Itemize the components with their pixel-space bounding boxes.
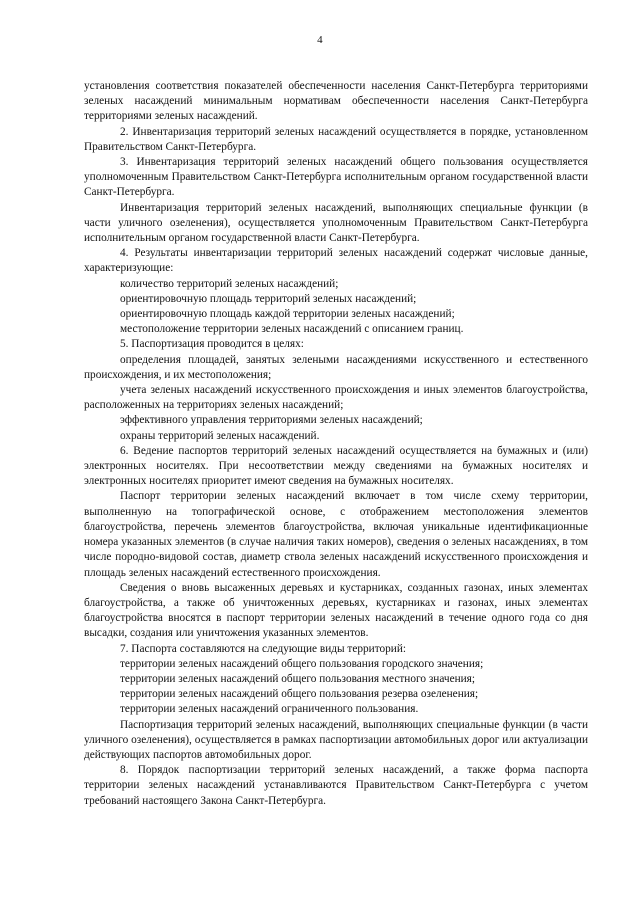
paragraph: территории зеленых насаждений общего пользования резерва озеленения; [120,688,479,701]
paragraph: Паспортизация территорий зеленых насаждений, выполняющих специальные функции (в части уличного озеленения), осуществляется в рамках паспортизации автомобильных дорог или актуализации действующих паспортов автомобильных дорог. [84,718,588,761]
paragraph: эффективного управления территориями зеленых насаждений; [120,414,423,427]
paragraph: установления соответствия показателей обеспеченности населения Санкт-Петербурга территориями зеленых насаждений минимальным нормативам обеспеченности населения Санкт-Петербурга территориями зеленых насаждений. [84,80,588,123]
paragraph: 4. Результаты инвентаризации территорий зеленых насаждений содержат числовые данные, характеризующие: [84,247,588,275]
paragraph: ориентировочную площадь каждой территории зеленых насаждений; [120,308,455,321]
paragraph: определения площадей, занятых зелеными насаждениями искусственного и естественного происхождения, и их местоположения; [84,353,588,381]
paragraph: 8. Порядок паспортизации территорий зеленых насаждений, а также форма паспорта территории зеленых насаждений устанавливаются Правительством Санкт-Петербурга с учетом требований настоящего Закона Санкт-Петербурга. [84,764,588,807]
paragraph: количество территорий зеленых насаждений; [120,277,339,290]
paragraph: территории зеленых насаждений общего пользования городского значения; [120,657,484,670]
paragraph: учета зеленых насаждений искусственного происхождения и иных элементов благоустройства, расположенных на территориях зеленых насаждений; [84,384,588,412]
paragraph: Сведения о вновь высаженных деревьях и кустарниках, созданных газонах, иных элементах благоустройства, а также об уничтоженных деревьях, кустарниках и газонах, иных элементах благоустройства вносятся в паспорт территории зеленых насаждений в течение одного года со дня высадки, создания или уничтожения указанных элементов. [84,581,588,640]
paragraph: Инвентаризация территорий зеленых насаждений, выполняющих специальные функции (в части уличного озеленения), осуществляется уполномоченным Правительством Санкт-Петербурга исполнительным органом государственной власти Санкт-Петербурга. [84,201,588,245]
page-number: 4 [317,34,323,46]
paragraph: охраны территорий зеленых насаждений. [120,429,320,442]
document-body [84,79,588,809]
paragraph: ориентировочную площадь территорий зеленых насаждений; [120,292,417,305]
paragraph: 7. Паспорта составляются на следующие виды территорий: [120,642,407,655]
paragraph: 3. Инвентаризация территорий зеленых насаждений общего пользования осуществляется уполномоченным Правительством Санкт-Петербурга исполнительным органом государственной власти Санкт-Петербурга. [84,156,588,199]
paragraph: территории зеленых насаждений ограниченного пользования. [120,703,419,716]
paragraph: местоположение территории зеленых насаждений с описанием границ. [120,323,464,336]
paragraph: Паспорт территории зеленых насаждений включает в том числе схему территории, выполненную на топографической основе, с отображением местоположения элементов благоустройства, перечень элементов благоустройства, включая уникальные идентификационные номера указанных элементов (в случае наличия таких номеров), сведения о зеленых насаждениях, в том числе породно-видовой состав, диаметр ствола зеленых насаждений искусственного происхождения и площадь зеленых насаждений естественного происхождения. [84,490,588,579]
paragraph: 2. Инвентаризация территорий зеленых насаждений осуществляется в порядке, установленном Правительством Санкт-Петербурга. [84,125,588,153]
paragraph: территории зеленых насаждений общего пользования местного значения; [120,672,476,685]
paragraph: 6. Ведение паспортов территорий зеленых насаждений осуществляется на бумажных и (или) электронных носителях. При несоответствии между сведениями на бумажных носителях и электронных носителях приоритет имеют сведения на бумажных носителях. [84,444,588,488]
paragraph: 5. Паспортизация проводится в целях: [120,338,304,351]
